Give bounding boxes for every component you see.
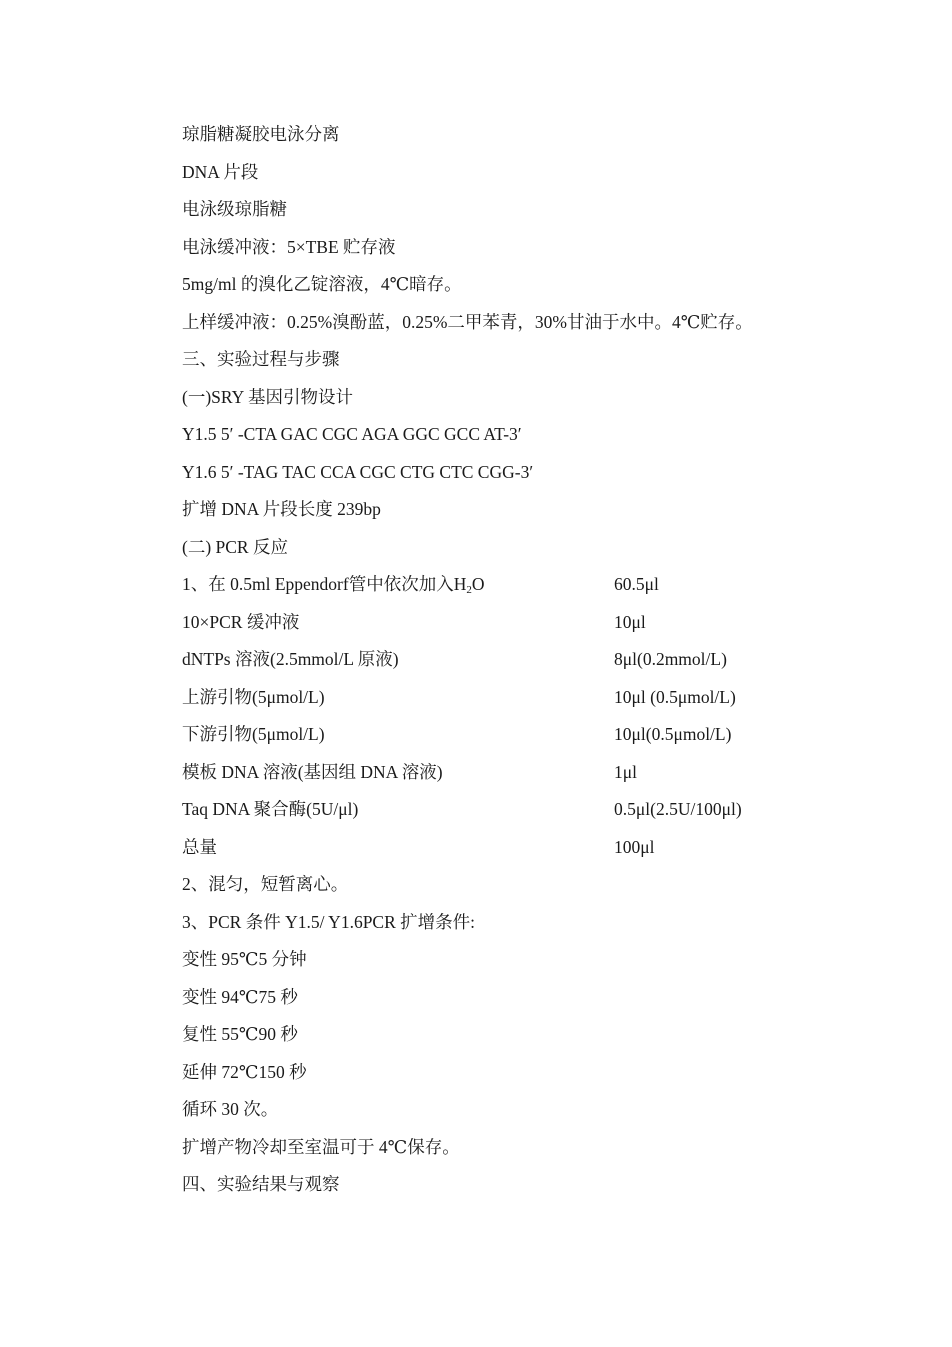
reagent-name: 总量	[182, 836, 217, 857]
text-line: 2、混匀，短暂离心。	[182, 874, 349, 894]
text-line: 3、PCR 条件 Y1.5/ Y1.6PCR 扩增条件:	[182, 911, 476, 932]
reagent-row	[182, 604, 872, 642]
pcr-condition: 延伸 72℃150 秒	[182, 1061, 307, 1082]
reagent-amount: 8μl(0.2mmol/L)	[614, 649, 727, 669]
subsection-heading-pcr: (二) PCR 反应	[182, 536, 288, 557]
text-line: 扩增产物冷却至室温可于 4℃保存。	[182, 1136, 460, 1157]
text-line: DNA 片段	[182, 161, 259, 182]
subsection-heading-primer-design: (一)SRY 基因引物设计	[182, 386, 353, 407]
text-line: 循环 30 次。	[182, 1099, 279, 1119]
reagent-amount: 10μl	[614, 611, 646, 632]
reagent-row	[182, 754, 872, 792]
reagent-amount: 10μl (0.5μmol/L)	[614, 686, 736, 707]
reagent-name: 1、在 0.5ml Eppendorf管中依次加入$H_2O$	[182, 574, 485, 596]
reagent-row	[182, 566, 872, 604]
reagent-row	[182, 679, 872, 717]
reagent-amount: 1μl	[614, 761, 637, 782]
text-line: 5mg/ml 的溴化乙锭溶液，4℃暗存。	[182, 274, 462, 294]
section-heading-procedure: 三、实验过程与步骤	[182, 349, 340, 369]
reagent-row	[182, 641, 872, 679]
reagent-name: 上游引物(5μmol/L)	[182, 686, 325, 707]
reagent-name: Taq DNA 聚合酶(5U/μl)	[182, 799, 359, 819]
reagent-name: 模板 DNA 溶液(基因组 DNA 溶液)	[182, 761, 443, 782]
section-heading-results: 四、实验结果与观察	[182, 1174, 340, 1194]
reagent-name: dNTPs 溶液(2.5mmol/L 原液)	[182, 649, 399, 669]
reagent-name: 下游引物(5μmol/L)	[182, 724, 325, 744]
reagent-amount: 0.5μl(2.5U/100μl)	[614, 799, 742, 819]
reagent-amount: 100μl	[614, 836, 655, 857]
section-heading-electrophoresis: 琼脂糖凝胶电泳分离	[182, 124, 340, 144]
reagent-amount: 60.5μl	[614, 574, 659, 594]
primer-sequence: Y1.6 5′ -TAG TAC CCA CGC CTG CTC CGG-3′	[182, 461, 534, 482]
pcr-condition: 复性 55℃90 秒	[182, 1024, 298, 1044]
reagent-row	[182, 791, 872, 829]
text-line: 电泳缓冲液：5×TBE 贮存液	[182, 236, 396, 257]
text-line: 电泳级琼脂糖	[182, 199, 287, 219]
primer-sequence: Y1.5 5′ -CTA GAC CGC AGA GGC GCC AT-3′	[182, 424, 522, 444]
text-line: 上样缓冲液：0.25%溴酚蓝，0.25%二甲苯青，30%甘油于水中。4℃贮存。	[182, 311, 753, 332]
text-line: 扩增 DNA 片段长度 239bp	[182, 499, 381, 519]
reagent-name: 10×PCR 缓冲液	[182, 611, 300, 632]
pcr-condition: 变性 95℃5 分钟	[182, 949, 307, 969]
document-page	[182, 116, 872, 1204]
reagent-row	[182, 716, 872, 754]
reagent-amount: 10μl(0.5μmol/L)	[614, 724, 732, 744]
reagent-total-row	[182, 829, 872, 867]
pcr-condition: 变性 94℃75 秒	[182, 986, 298, 1007]
